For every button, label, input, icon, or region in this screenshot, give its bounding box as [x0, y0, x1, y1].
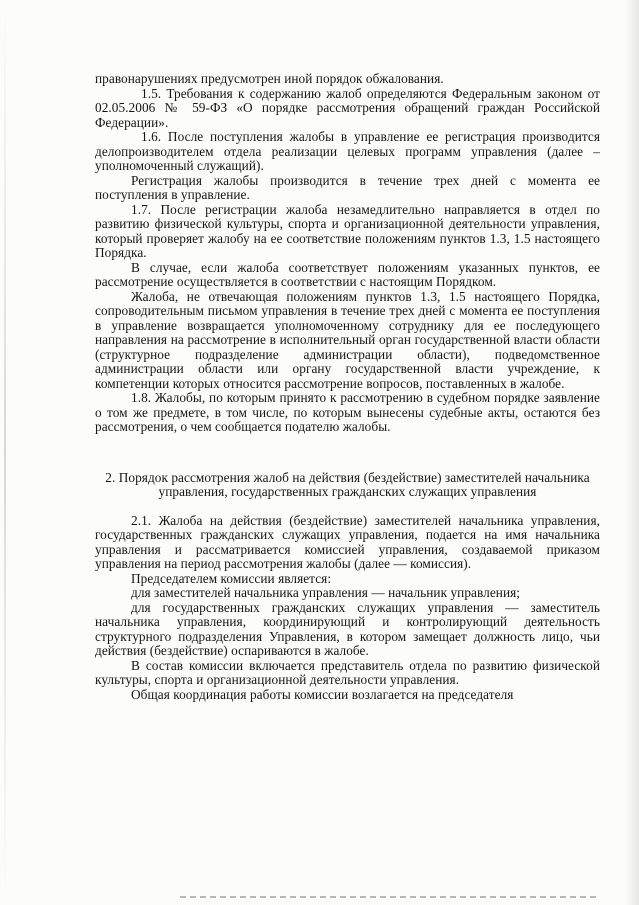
- paragraph: для заместителей начальника управления — начальник управления;: [131, 585, 521, 600]
- paragraph: Регистрация жалобы производится в течение трех дней с момента ее поступления в управление.: [95, 172, 600, 202]
- paragraph: В случае, если жалоба соответствует положениям указанных пунктов, ее рассмотрение осуществляется в соответствии с настоящим Порядком.: [95, 259, 600, 289]
- paragraph: 1.6. После поступления жалобы в управление ее регистрация производится делопроизводителем отдела реализации целевых программ управления (далее – уполномоченный служащий).: [95, 129, 600, 173]
- scan-edge-mark: [4, 0, 6, 905]
- paragraph: правонарушениях предусмотрен иной порядок обжалования.: [95, 71, 444, 86]
- scan-bottom-noise: [180, 896, 600, 898]
- paragraph: Жалоба, не отвечающая положениям пунктов 1.3, 1.5 настоящего Порядка, сопроводительным письмом управления в течение трех дней с момента ее поступления в управление возвращается уполномоченному сотруднику для ее последующего направления на рассмотрение в исполнительный орган государственной власти области (структурное подразделение администрации области), подведомственное администрации области или органу государственной власти учреждение, к компетенции которых относится рассмотрение вопросов, поставленных в жалобе.: [95, 288, 600, 391]
- paragraph: 2.1. Жалоба на действия (бездействие) заместителей начальника управления, государственных гражданских служащих управления, подается на имя начальника управления и рассматривается комиссией управления, создаваемой приказом управления на период рассмотрения жалобы (далее — комиссия).: [95, 512, 600, 571]
- paragraph: для государственных гражданских служащих управления — заместитель начальника управления, координирующий и контролирующий деятельность структурного подразделения Управления, в котором замещает должность лицо, чьи действия (бездействие) оспариваются в жалобе.: [95, 599, 600, 658]
- section-heading: 2. Порядок рассмотрения жалоб на действия (бездействие) заместителей начальника управления, государственных гражданских служащих управления: [105, 469, 590, 499]
- paragraph: В состав комиссии включается представитель отдела по развитию физической культуры, спорта и организационной деятельности управления.: [95, 657, 600, 687]
- paragraph: 1.8. Жалобы, по которым принято к рассмотрению в судебном порядке заявление о том же предмете, в том числе, по которым вынесены судебные акты, остаются без рассмотрения, о чем сообщается подателю жалобы.: [95, 390, 600, 434]
- paragraph: 1.5. Требования к содержанию жалоб определяются Федеральным законом от 02.05.2006 № 59-ФЗ «О порядке рассмотрения обращений граждан Российской Федерации».: [95, 85, 600, 130]
- paragraph: Председателем комиссии является:: [131, 570, 332, 586]
- scan-edge-shadow: [625, 0, 639, 905]
- paragraph: 1.7. После регистрации жалоба незамедлительно направляется в отдел по развитию физической культуры, спорта и организационной деятельности управления, который проверяет жалобу на ее соответствие положениям пунктов 1.3, 1.5 настоящего Порядка.: [95, 201, 600, 260]
- paragraph: Общая координация работы комиссии возлагается на председателя: [131, 686, 514, 702]
- document-body: [95, 72, 600, 702]
